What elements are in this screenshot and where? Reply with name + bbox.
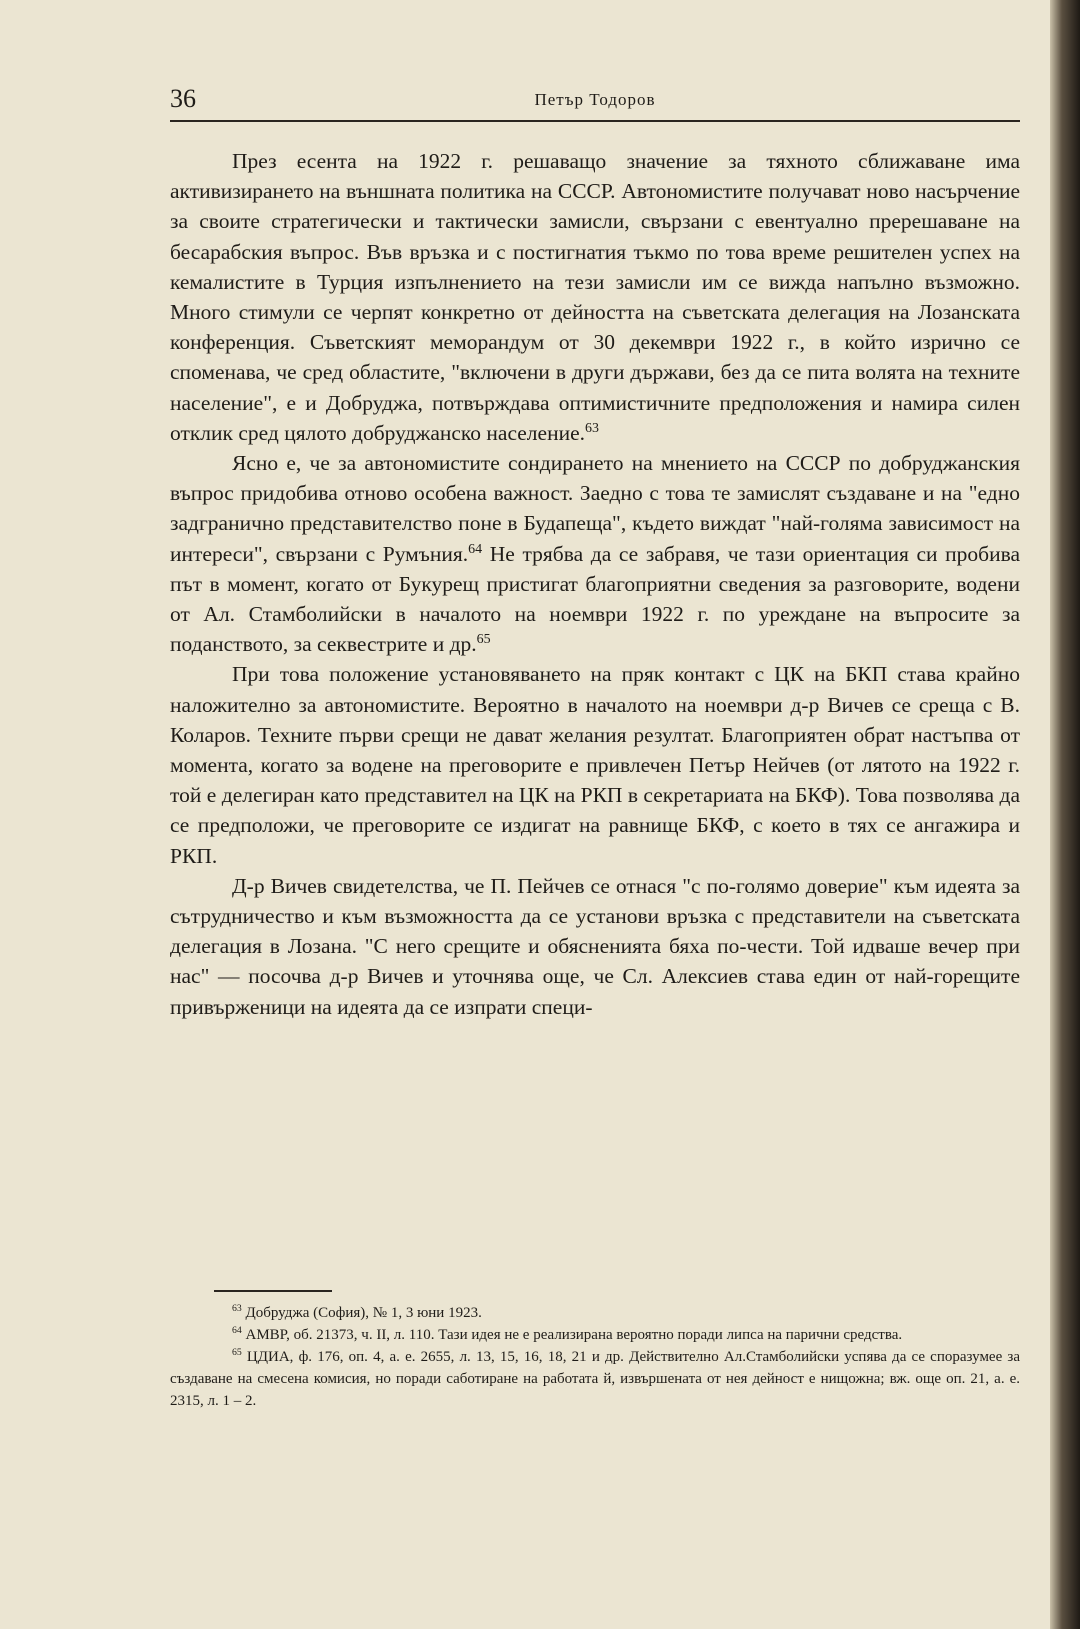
footnote-text: АМВР, об. 21373, ч. II, л. 110. Тази идея не е реализирана вероятно поради липса на парични средства.: [245, 1327, 903, 1343]
page-header: [170, 84, 1020, 124]
page-number: 36: [170, 84, 196, 113]
footnote: [170, 1302, 1020, 1324]
footnote-number: 64: [232, 1325, 242, 1336]
footnote: [170, 1324, 1020, 1346]
paragraph: [170, 659, 1020, 870]
paragraph: [170, 448, 1020, 659]
paragraph-text: Не трябва да се забравя, че тази ориентация си пробива път в момент, когато от Букурещ пристигат благоприятни сведения за разговорите, водени от Ал. Стамболийски в началото на ноември 1922 г. по уреждане на въпросите за поданството, за секвестрите и др.: [170, 541, 1021, 657]
book-spine-shadow: [1050, 0, 1080, 1629]
paragraph-text: При това положение установяването на пряк контакт с ЦК на БКП става крайно наложително за автономистите. Вероятно в началото на ноември д-р Вичев се среща с В. Коларов. Техните първи срещи не дават желания резултат. Благоприятен обрат настъпва от момента, когато за водене на преговорите е привлечен Петър Нейчев (от лятото на 1922 г. той е делегиран като представител на ЦК на РКП в секретариата на БКФ). Това позволява да се предположи, че преговорите се издигат на равнище БКФ, с което в тях се ангажира и РКП.: [170, 662, 1020, 868]
paragraph-text: Ясно е, че за автономистите сондирането на мнението на СССР по добруджанския въпрос придобива отново особена важност. Заедно с това те замислят създаване и на "едно задгранично представителство поне в Будапеща", където виждат "най-голяма зависимост на интереси", свързани с Румъния.: [170, 451, 1020, 566]
footnote-ref: 63: [585, 420, 599, 436]
paragraph-text: През есента на 1922 г. решаващо значение за тяхното сближаване има активизирането на външната политика на СССР. Автономистите получават ново насърчение за своите стратегически и тактически замисли, свързани с евентуално пререшаване на бесарабския въпрос. Във връзка и с постигнатия тъкмо по това време решителен успех на кемалистите в Турция изпълнението на тези замисли им се вижда напълно възможно. Много стимули се черпят конкретно от дейността на съветската делегация на Лозанската конференция. Съветският меморандум от 30 декември 1922 г., в който изрично се споменава, че сред областите, "включени в други държави, без да се пита волята на техните население", е и Добруджа, потвърждава оптимистичните предположения и намира силен отклик сред цялото добруджанско население.: [170, 149, 1020, 445]
footnote: [170, 1346, 1020, 1412]
body-text: [170, 146, 1020, 1022]
footnote-ref: 65: [476, 632, 491, 648]
footnote-number: 65: [232, 1347, 242, 1358]
running-head: Петър Тодоров: [534, 90, 656, 109]
footnotes: [170, 1302, 1020, 1412]
footnote-ref: 64: [468, 541, 483, 557]
footnote-rule: [214, 1290, 332, 1292]
paragraph: [170, 146, 1020, 448]
footnote-number: 63: [232, 1303, 242, 1314]
paragraph: [170, 871, 1020, 1022]
footnote-text: Добруджа (София), № 1, 3 юни 1923.: [245, 1305, 482, 1321]
header-rule: [170, 120, 1020, 122]
footnote-text: ЦДИА, ф. 176, оп. 4, а. е. 2655, л. 13, 15, 16, 18, 21 и др. Действително Ал.Стамболийски успява да се споразумее за създаване на смесена комисия, но поради саботиране на работата й, извършената от нея дейност е нищожна; вж. още оп. 21, а. е. 2315, л. 1 – 2.: [170, 1349, 1020, 1409]
paragraph-text: Д-р Вичев свидетелства, че П. Пейчев се отнася "с по-голямо доверие" към идеята за сътрудничество и към възможността да се установи връзка с представители на съветската делегация в Лозана. "С него срещите и обясненията бяха по-чести. Той идваше вечер при нас" — посочва д-р Вичев и уточнява още, че Сл. Алексиев става един от най-горещите привърженици на идеята да се изпрати специ-: [170, 873, 1020, 1019]
